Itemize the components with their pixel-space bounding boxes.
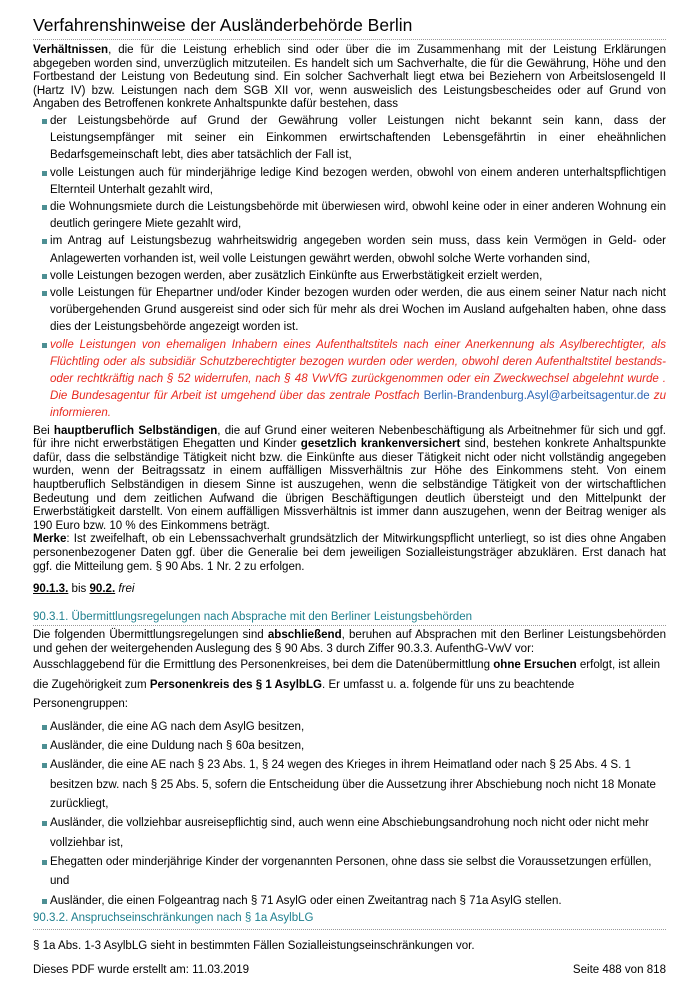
reference-line xyxy=(33,582,666,596)
frei-label: frei xyxy=(115,583,135,596)
person-group-list xyxy=(33,718,666,911)
ref-link-from[interactable]: 90.1.3. xyxy=(33,583,69,596)
obligation-list xyxy=(33,113,666,423)
footer-created-date: Dieses PDF wurde erstellt am: 11.03.2019 xyxy=(33,964,250,976)
text-fragment: erfolgt, ist allein die Zugehörigkeit zum xyxy=(33,659,661,691)
self-employed-paragraph xyxy=(33,425,666,534)
red-notice-text: volle Leistungen von ehemaligen Inhabern eines Aufenthaltstitels nach einer Anerkennung als Asylberechtigter, als Flüchtling oder als subsidiär Schutzberechtigter bezogen wurden oder werden, obwohl deren Aufenthaltstitel bestands- oder rechtkräftig nach § 52 widerrufen, nach § 48 VwVfG zurückgenommen oder ein Zweckwechsel abgelehnt wurde . Die Bundesagentur für Arbeit ist umgehend über das zentrale Postfach xyxy=(50,338,666,403)
page-footer xyxy=(33,964,666,976)
merke-text: : Ist zweifelhaft, ob ein Lebenssachverhalt grundsätzlich der Mitwirkungspflicht unterliegt, so ist dies ohne Angaben personenbezogener Daten ggf. über die Generalie bei dem jeweiligen Sozialleistungsträger abzuklären. Erst danach hat ggf. die Mitteilung gem. § 90 Abs. 1 Nr. 2 zu erfolgen. xyxy=(33,533,666,573)
text-fragment: , beruhen auf Absprachen mit den Berliner Leistungsbehörden und gehen der weitergehenden Auslegung des § 90 Abs. 3 durch Ziffer 90.3.3. AufenthG-VwV vor: xyxy=(33,629,666,655)
text-fragment: , die auf Grund einer weiteren Nebenbeschäftigung als Arbeitnehmer für sich und ggf. für ihre nicht erwerbstätigen Ehegatten und Kinder xyxy=(33,424,667,451)
list-item: volle Leistungen bezogen werden, aber zusätzlich Einkünfte aus Erwerbstätigkeit erzielt werden, xyxy=(42,268,666,285)
text-fragment: bis xyxy=(68,583,90,596)
list-item-red-notice xyxy=(42,337,666,423)
document-page xyxy=(33,0,666,953)
section-heading-90-3-1: 90.3.1. Übermittlungsregelungen nach Absprache mit den Berliner Leistungsbehörden xyxy=(33,610,666,626)
merke-paragraph xyxy=(33,533,666,574)
page-title: Verfahrenshinweise der Ausländerbehörde Berlin xyxy=(33,14,666,40)
list-item: Ausländer, die vollziehbar ausreisepflichtig sind, auch wenn eine Abschiebungsandrohung noch nicht oder nicht mehr vollziehbar ist, xyxy=(42,814,666,853)
text-fragment: . Er umfasst u. a. folgende für uns zu beachtende Personengruppen: xyxy=(33,678,575,711)
list-item: Ausländer, die eine AG nach dem AsylG besitzen, xyxy=(42,718,666,737)
list-item: Ehegatten oder minderjährige Kinder der vorgenannten Personen, ohne dass sie selbst die Voraussetzungen erfüllen, und xyxy=(42,853,666,892)
text-fragment: Die folgenden Übermittlungsregelungen sind xyxy=(33,629,268,642)
section2-text: § 1a Abs. 1-3 AsylbLG sieht in bestimmten Fällen Sozialleistungseinschränkungen vor. xyxy=(33,939,475,952)
intro-paragraph xyxy=(33,44,666,112)
list-item: volle Leistungen für Ehepartner und/oder Kinder bezogen wurden oder werden, die aus einem seiner Natur nach nicht vorübergehenden Grund ausgereist sind oder sich für mehr als drei Wochen im Ausland aufgehalten haben, ohne dass dies der Leistungsbehörde angezeigt worden ist. xyxy=(42,285,666,337)
list-item: Ausländer, die eine AE nach § 23 Abs. 1, § 24 wegen des Krieges in ihrem Heimatland oder nach § 25 Abs. 4 S. 1 besitzen bzw. nach § 25 Abs. 5, sofern die Entscheidung über die Aussetzung ihrer Abschiebung noch nicht 18 Monate zurückliegt, xyxy=(42,756,666,814)
footer-page-number: Seite 488 von 818 xyxy=(572,964,666,976)
text-fragment: Ausschlaggebend für die Ermittlung des Personenkreises, bei dem die Datenübermittlung xyxy=(33,659,494,672)
list-item: volle Leistungen auch für minderjährige ledige Kind bezogen werden, obwohl von einem anderen unterhaltspflichtigen Elternteil Unterhalt gezahlt wird, xyxy=(42,165,666,199)
email-link[interactable]: Berlin-Brandenburg.Asyl@arbeitsagentur.de xyxy=(423,390,650,403)
section-heading-90-3-2: 90.3.2. Anspruchseinschränkungen nach § 1a AsylbLG xyxy=(33,911,666,930)
list-item: Ausländer, die einen Folgeantrag nach § 71 AsylG oder einen Zweitantrag nach § 71a AsylG stellen. xyxy=(42,892,666,911)
bold-term: ohne Ersuchen xyxy=(493,659,577,672)
bold-term: Personenkreis des § 1 AsylbLG xyxy=(149,678,323,691)
merke-label: Merke xyxy=(33,533,67,546)
list-item: im Antrag auf Leistungsbezug wahrheitswidrig angegeben worden sein muss, dass kein Vermögen in Geld- oder Anlagewerten vorhanden ist, weil volle Leistungen gewährt werden, obwohl solche Werte vorhanden sind, xyxy=(42,233,666,267)
section1-criteria-paragraph xyxy=(33,656,666,715)
list-item: der Leistungsbehörde auf Grund der Gewährung voller Leistungen nicht bekannt sein kann, dass der Leistungsempfänger mit seiner ein Einkommen erwirtschaftenden Lebensgefährtin in einer eheähnlichen Bedarfsgemeinschaft lebt, dies aber tatsächlich der Fall ist, xyxy=(42,113,666,165)
ref-link-to[interactable]: 90.2. xyxy=(89,583,116,596)
red-notice-tail: zu informieren. xyxy=(50,390,666,420)
text-fragment: Bei xyxy=(33,424,54,437)
intro-lead: Verhältnissen xyxy=(33,44,109,56)
list-item: Ausländer, die eine Duldung nach § 60a besitzen, xyxy=(42,737,666,756)
bold-term: gesetzlich krankenversichert xyxy=(300,438,461,451)
bold-term: abschließend xyxy=(267,629,342,642)
text-fragment: sind, bestehen konkrete Anhaltspunkte dafür, dass die selbständige Tätigkeit nicht bzw. die Einkünfte aus dieser Tätigkeit nicht oder nicht vollständig angegeben wurden, wenn der Beitragssatz in einem auffälligen Missverhältnis zur Höhe des Einkommens steht. Von einem hauptberuflich Selbständigen in diesem Sinne ist auszugehen, wenn die selbständige Tätigkeit von der wirtschaftlichen Bedeutung und dem zeitlichen Aufwand die übrigen Beschäftigungen deutlich übersteigt und den Mittelpunkt der Erwerbstätigkeit darstellt. Von einem auffälligen Missverhältnis ist immer dann auszugehen, wenn der Beitrag weniger als 190 Euro bzw. 10 % des Einkommens beträgt. xyxy=(33,438,667,532)
section1-paragraph xyxy=(33,629,666,656)
list-item: die Wohnungsmiete durch die Leistungsbehörde mit überwiesen wird, obwohl keine oder in einer anderen Wohnung ein deutlich geringere Miete gezahlt wird, xyxy=(42,199,666,233)
intro-text: , die für die Leistung erheblich sind oder über die im Zusammenhang mit der Leistung Erklärungen abgegeben worden sind, unverzüglich mitzuteilen. Es handelt sich um Sachverhalte, die für die Gewährung, Höhe und den Fortbestand der Leistung von Bedeutung sind. Ein solcher Sachverhalt liegt etwa bei Beziehern von Arbeitslosengeld II (Hartz IV) bzw. Leistungen nach dem SGB XII vor, wenn ausweislich des Leistungsbescheides oder auf Grund von Angaben des Betroffenen konkrete Anhaltspunkte dafür bestehen, dass xyxy=(33,44,666,111)
bold-term: hauptberuflich Selbständigen xyxy=(53,424,218,437)
